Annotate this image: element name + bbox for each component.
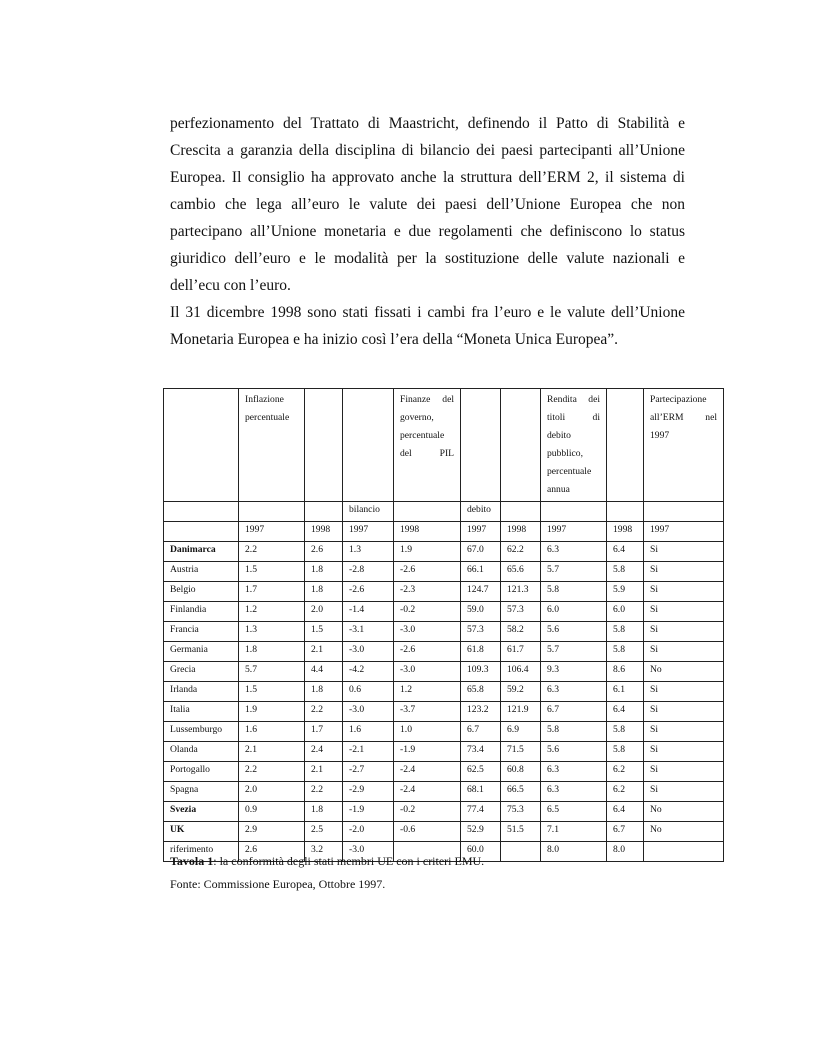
table-caption bbox=[170, 853, 484, 869]
value-cell: 67.0 bbox=[461, 542, 501, 562]
value-cell: 1.8 bbox=[305, 562, 343, 582]
value-cell: -1.9 bbox=[343, 802, 394, 822]
value-cell: 5.7 bbox=[541, 562, 607, 582]
value-cell: -2.6 bbox=[394, 642, 461, 662]
table-row bbox=[164, 782, 724, 802]
value-cell: 5.6 bbox=[541, 622, 607, 642]
value-cell: 61.7 bbox=[501, 642, 541, 662]
value-cell: -4.2 bbox=[343, 662, 394, 682]
table-subheader-row bbox=[164, 502, 724, 522]
year-cell: 1998 bbox=[501, 522, 541, 542]
value-cell: 0.6 bbox=[343, 682, 394, 702]
value-cell: 58.2 bbox=[501, 622, 541, 642]
country-cell: Grecia bbox=[164, 662, 239, 682]
body-text bbox=[170, 110, 685, 353]
value-cell: -2.0 bbox=[343, 822, 394, 842]
value-cell: Si bbox=[644, 622, 724, 642]
country-cell: Germania bbox=[164, 642, 239, 662]
value-cell: 6.7 bbox=[461, 722, 501, 742]
value-cell: 6.4 bbox=[607, 542, 644, 562]
table-row bbox=[164, 702, 724, 722]
value-cell: 66.1 bbox=[461, 562, 501, 582]
value-cell: 51.5 bbox=[501, 822, 541, 842]
value-cell: 5.8 bbox=[607, 742, 644, 762]
value-cell bbox=[644, 842, 724, 862]
value-cell: 52.9 bbox=[461, 822, 501, 842]
value-cell: -3.0 bbox=[343, 642, 394, 662]
value-cell: Si bbox=[644, 742, 724, 762]
value-cell bbox=[501, 842, 541, 862]
value-cell: 6.3 bbox=[541, 762, 607, 782]
table-source: Fonte: Commissione Europea, Ottobre 1997. bbox=[170, 877, 386, 891]
header-yield: Rendita dei titoli di debito pubblico, percentuale annua bbox=[541, 389, 607, 502]
value-cell: 1.3 bbox=[239, 622, 305, 642]
value-cell: 8.6 bbox=[607, 662, 644, 682]
value-cell: 77.4 bbox=[461, 802, 501, 822]
country-cell: Lussemburgo bbox=[164, 722, 239, 742]
value-cell: No bbox=[644, 802, 724, 822]
table-years-row bbox=[164, 522, 724, 542]
value-cell: 5.7 bbox=[541, 642, 607, 662]
value-cell: 1.3 bbox=[343, 542, 394, 562]
value-cell: 57.3 bbox=[461, 622, 501, 642]
value-cell: 2.6 bbox=[239, 842, 305, 862]
value-cell: -2.8 bbox=[343, 562, 394, 582]
year-cell: 1997 bbox=[541, 522, 607, 542]
value-cell: 2.0 bbox=[305, 602, 343, 622]
value-cell: -1.9 bbox=[394, 742, 461, 762]
value-cell: 2.2 bbox=[239, 542, 305, 562]
value-cell: 1.8 bbox=[305, 682, 343, 702]
emu-criteria-table bbox=[163, 388, 724, 862]
value-cell: 6.3 bbox=[541, 782, 607, 802]
table-row bbox=[164, 602, 724, 622]
value-cell: 0.9 bbox=[239, 802, 305, 822]
country-cell: Danimarca bbox=[164, 542, 239, 562]
table-row bbox=[164, 542, 724, 562]
value-cell: -0.2 bbox=[394, 602, 461, 622]
value-cell: -3.0 bbox=[343, 702, 394, 722]
value-cell: 2.6 bbox=[305, 542, 343, 562]
value-cell: 6.2 bbox=[607, 782, 644, 802]
country-cell: Finlandia bbox=[164, 602, 239, 622]
value-cell: 71.5 bbox=[501, 742, 541, 762]
value-cell: Si bbox=[644, 542, 724, 562]
value-cell: -2.3 bbox=[394, 582, 461, 602]
value-cell: 6.7 bbox=[607, 822, 644, 842]
country-cell: Spagna bbox=[164, 782, 239, 802]
value-cell: 1.2 bbox=[394, 682, 461, 702]
value-cell: 2.4 bbox=[305, 742, 343, 762]
value-cell: 109.3 bbox=[461, 662, 501, 682]
paragraph-2: Il 31 dicembre 1998 sono stati fissati i cambi fra l’euro e le valute dell’Unione Monetaria Europea e ha inizio così l’era della “Moneta Unica Europea”. bbox=[170, 304, 685, 348]
country-cell: riferimento bbox=[164, 842, 239, 862]
value-cell: 8.0 bbox=[541, 842, 607, 862]
value-cell: 6.0 bbox=[541, 602, 607, 622]
value-cell: 66.5 bbox=[501, 782, 541, 802]
header-erm: Partecipazione all’ERM nel 1997 bbox=[644, 389, 724, 502]
value-cell: 6.4 bbox=[607, 802, 644, 822]
value-cell: 1.9 bbox=[394, 542, 461, 562]
value-cell: 6.2 bbox=[607, 762, 644, 782]
subheader-bilancio: bilancio bbox=[343, 502, 394, 522]
country-cell: UK bbox=[164, 822, 239, 842]
table-row bbox=[164, 622, 724, 642]
paragraph-1: perfezionamento del Trattato di Maastricht, definendo il Patto di Stabilità e Crescita a garanzia della disciplina di bilancio dei paesi partecipanti all’Unione Europea. Il consiglio ha approvato anche la struttura dell’ERM 2, il sistema di cambio che lega all’euro le valute dei paesi dell’Unione Europea che non partecipano all’Unione monetaria e due regolamenti che definiscono lo status giuridico dell’euro e le modalità per la sostituzione delle valute nazionali e dell’ecu con l’euro. bbox=[170, 115, 685, 294]
value-cell: 2.0 bbox=[239, 782, 305, 802]
value-cell: 2.2 bbox=[305, 702, 343, 722]
value-cell: 68.1 bbox=[461, 782, 501, 802]
value-cell: 124.7 bbox=[461, 582, 501, 602]
country-cell: Italia bbox=[164, 702, 239, 722]
value-cell: 1.5 bbox=[239, 682, 305, 702]
value-cell: 62.2 bbox=[501, 542, 541, 562]
table-row bbox=[164, 662, 724, 682]
value-cell: 1.6 bbox=[239, 722, 305, 742]
caption-text: : la conformità degli stati membri UE con i criteri EMU. bbox=[213, 854, 485, 868]
country-cell: Svezia bbox=[164, 802, 239, 822]
value-cell: 5.6 bbox=[541, 742, 607, 762]
value-cell: 5.7 bbox=[239, 662, 305, 682]
header-finances: Finanze del governo, percentuale del PIL bbox=[394, 389, 461, 502]
value-cell: -3.1 bbox=[343, 622, 394, 642]
value-cell: No bbox=[644, 822, 724, 842]
value-cell: Si bbox=[644, 562, 724, 582]
country-cell: Olanda bbox=[164, 742, 239, 762]
value-cell: Si bbox=[644, 722, 724, 742]
value-cell: 6.1 bbox=[607, 682, 644, 702]
year-cell: 1998 bbox=[394, 522, 461, 542]
value-cell: 59.0 bbox=[461, 602, 501, 622]
value-cell: 1.0 bbox=[394, 722, 461, 742]
value-cell: 2.1 bbox=[305, 642, 343, 662]
country-cell: Francia bbox=[164, 622, 239, 642]
year-cell: 1997 bbox=[343, 522, 394, 542]
value-cell: 60.8 bbox=[501, 762, 541, 782]
value-cell: 106.4 bbox=[501, 662, 541, 682]
table-row bbox=[164, 642, 724, 662]
table-row bbox=[164, 582, 724, 602]
value-cell: 121.9 bbox=[501, 702, 541, 722]
value-cell: 1.5 bbox=[239, 562, 305, 582]
value-cell: 5.8 bbox=[607, 642, 644, 662]
caption-label: Tavola 1 bbox=[170, 854, 214, 868]
value-cell: 59.2 bbox=[501, 682, 541, 702]
value-cell: 8.0 bbox=[607, 842, 644, 862]
value-cell: 5.8 bbox=[607, 562, 644, 582]
value-cell: No bbox=[644, 662, 724, 682]
value-cell: 1.2 bbox=[239, 602, 305, 622]
value-cell: 6.3 bbox=[541, 542, 607, 562]
country-cell: Belgio bbox=[164, 582, 239, 602]
header-inflation: Inflazione percentuale bbox=[239, 389, 305, 502]
table-row bbox=[164, 722, 724, 742]
table-row bbox=[164, 562, 724, 582]
value-cell: 73.4 bbox=[461, 742, 501, 762]
value-cell: 5.8 bbox=[607, 722, 644, 742]
value-cell: 1.8 bbox=[305, 802, 343, 822]
value-cell: 5.8 bbox=[607, 622, 644, 642]
table-row bbox=[164, 682, 724, 702]
value-cell: 2.1 bbox=[239, 742, 305, 762]
value-cell: 1.9 bbox=[239, 702, 305, 722]
value-cell: -0.6 bbox=[394, 822, 461, 842]
value-cell: -3.0 bbox=[343, 842, 394, 862]
value-cell: -2.1 bbox=[343, 742, 394, 762]
value-cell: 65.8 bbox=[461, 682, 501, 702]
value-cell: Si bbox=[644, 702, 724, 722]
year-cell: 1998 bbox=[305, 522, 343, 542]
value-cell: 1.5 bbox=[305, 622, 343, 642]
value-cell: 2.5 bbox=[305, 822, 343, 842]
value-cell: 6.9 bbox=[501, 722, 541, 742]
value-cell: -2.4 bbox=[394, 762, 461, 782]
value-cell: 3.2 bbox=[305, 842, 343, 862]
table-header-row bbox=[164, 389, 724, 502]
value-cell: -2.6 bbox=[343, 582, 394, 602]
value-cell: Si bbox=[644, 762, 724, 782]
table-row bbox=[164, 762, 724, 782]
value-cell: Si bbox=[644, 582, 724, 602]
subheader-debito: debito bbox=[461, 502, 501, 522]
value-cell: Si bbox=[644, 782, 724, 802]
value-cell: 61.8 bbox=[461, 642, 501, 662]
table-row bbox=[164, 822, 724, 842]
value-cell: 1.6 bbox=[343, 722, 394, 742]
value-cell: 65.6 bbox=[501, 562, 541, 582]
value-cell: 6.4 bbox=[607, 702, 644, 722]
value-cell: -3.0 bbox=[394, 622, 461, 642]
value-cell: Si bbox=[644, 682, 724, 702]
year-cell: 1997 bbox=[461, 522, 501, 542]
value-cell: 2.2 bbox=[305, 782, 343, 802]
value-cell: -2.7 bbox=[343, 762, 394, 782]
value-cell: 2.9 bbox=[239, 822, 305, 842]
value-cell: 2.2 bbox=[239, 762, 305, 782]
value-cell: 1.8 bbox=[305, 582, 343, 602]
value-cell: 6.5 bbox=[541, 802, 607, 822]
value-cell: 5.8 bbox=[541, 582, 607, 602]
value-cell: 6.7 bbox=[541, 702, 607, 722]
value-cell: 2.1 bbox=[305, 762, 343, 782]
value-cell: Si bbox=[644, 602, 724, 622]
value-cell: -2.6 bbox=[394, 562, 461, 582]
value-cell: 57.3 bbox=[501, 602, 541, 622]
value-cell: 121.3 bbox=[501, 582, 541, 602]
value-cell: 9.3 bbox=[541, 662, 607, 682]
value-cell: 6.0 bbox=[607, 602, 644, 622]
year-cell: 1998 bbox=[607, 522, 644, 542]
table-row bbox=[164, 802, 724, 822]
value-cell: 6.3 bbox=[541, 682, 607, 702]
value-cell: 1.8 bbox=[239, 642, 305, 662]
country-cell: Portogallo bbox=[164, 762, 239, 782]
year-cell: 1997 bbox=[239, 522, 305, 542]
value-cell: -2.9 bbox=[343, 782, 394, 802]
value-cell: 4.4 bbox=[305, 662, 343, 682]
table-row bbox=[164, 742, 724, 762]
country-cell: Irlanda bbox=[164, 682, 239, 702]
country-cell: Austria bbox=[164, 562, 239, 582]
value-cell: -3.0 bbox=[394, 662, 461, 682]
value-cell: 5.8 bbox=[541, 722, 607, 742]
value-cell: 1.7 bbox=[239, 582, 305, 602]
value-cell: 62.5 bbox=[461, 762, 501, 782]
value-cell: 7.1 bbox=[541, 822, 607, 842]
year-cell: 1997 bbox=[644, 522, 724, 542]
value-cell: 1.7 bbox=[305, 722, 343, 742]
value-cell: -0.2 bbox=[394, 802, 461, 822]
value-cell: Si bbox=[644, 642, 724, 662]
value-cell: -2.4 bbox=[394, 782, 461, 802]
value-cell: 60.0 bbox=[461, 842, 501, 862]
value-cell: -1.4 bbox=[343, 602, 394, 622]
value-cell: 75.3 bbox=[501, 802, 541, 822]
value-cell: 5.9 bbox=[607, 582, 644, 602]
value-cell: -3.7 bbox=[394, 702, 461, 722]
value-cell: 123.2 bbox=[461, 702, 501, 722]
